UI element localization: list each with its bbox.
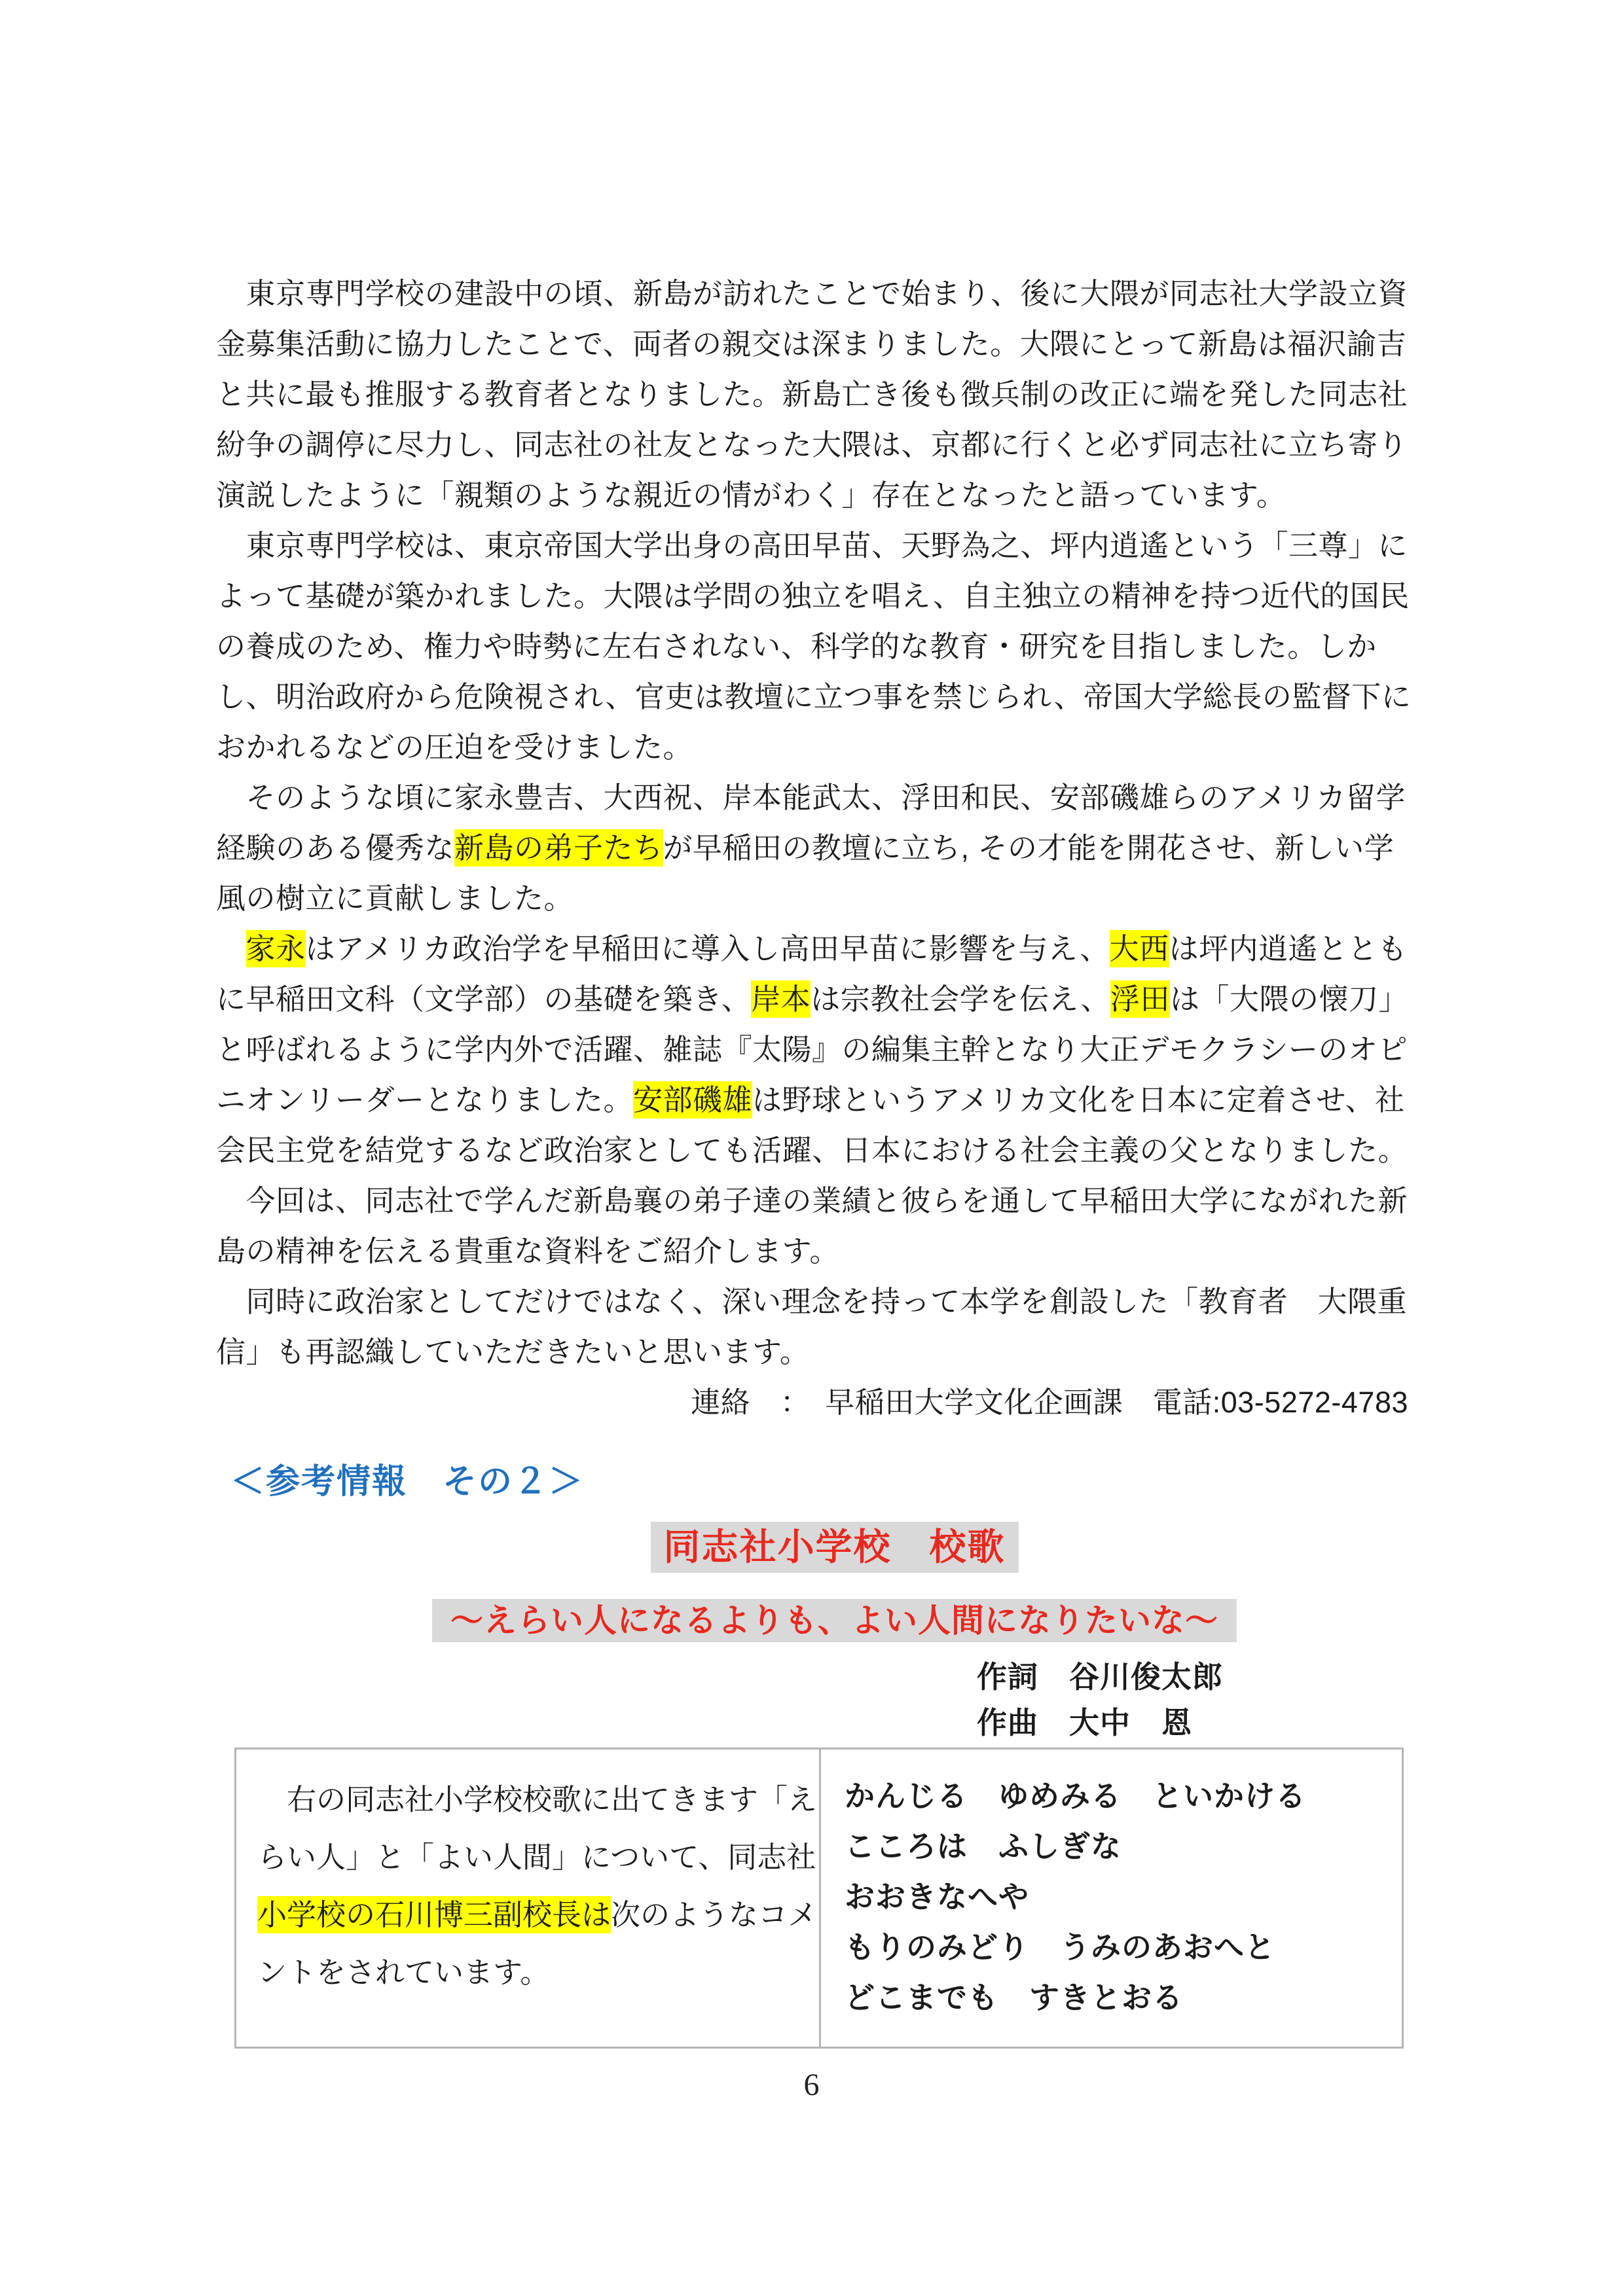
paragraph-3 <box>216 772 1408 924</box>
section-heading-reference-2: ＜参考情報 その２＞ <box>230 1463 585 1501</box>
body-line: 演説したように「親類のような親近の情がわく」存在となったと語っています。 <box>216 478 1286 512</box>
body-line: 会民主党を結党するなど政治家としても活躍、日本における社会主義の父となりました。 <box>216 1134 1408 1167</box>
body-line: 紛争の調停に尽力し、同志社の社友となった大隈は、京都に行くと必ず同志社に立ち寄り <box>216 428 1408 461</box>
text-segment <box>216 932 246 965</box>
body-line: よって基礎が築かれました。大隈は学問の独立を唱え、自主独立の精神を持つ近代的国民 <box>216 579 1410 613</box>
comment-line: 右の同志社小学校校歌に出てきます「え <box>257 1783 818 1816</box>
text-segment: に早稲田文科（文学部）の基礎を築き、 <box>216 982 752 1016</box>
comment-line <box>257 1886 818 1944</box>
body-line: そのような頃に家永豊吉、大西祝、岸本能武太、浮田和民、安部磯雄らのアメリカ留学 <box>216 781 1406 814</box>
paragraph-5 <box>216 1175 1408 1276</box>
body-line <box>216 1075 1408 1125</box>
text-segment: は坪内逍遙ととも <box>1169 932 1408 965</box>
credit-composer: 作曲 大中 恩 <box>977 1706 1192 1740</box>
body-line: 今回は、同志社で学んだ新島襄の弟子達の業績と彼らを通して早稲田大学にながれた新 <box>216 1184 1408 1217</box>
body-line <box>216 974 1408 1024</box>
credit-lyricist: 作詞 谷川俊太郎 <box>977 1660 1223 1694</box>
body-line: と呼ばれるように学内外で活躍、雑誌『太陽』の編集主幹となり大正デモクラシーのオピ <box>216 1033 1408 1066</box>
text-segment: 経験のある優秀な <box>216 831 455 865</box>
body-line: おかれるなどの圧迫を受けました。 <box>216 730 693 764</box>
body-line: と共に最も推服する教育者となりました。新島亡き後も徴兵制の改正に端を発した同志社 <box>216 378 1408 411</box>
contact-line: 連絡 ： 早稲田大学文化企画課 電話:03-5272-4783 <box>691 1386 1408 1419</box>
body-line: 金募集活動に協力したことで、両者の親交は深まりました。大隈にとって新島は福沢諭吉 <box>216 327 1407 361</box>
song-title-row <box>216 1522 1408 1573</box>
highlight-kishimoto: 岸本 <box>751 980 811 1018</box>
body-line: 信」も再認織していただきたいと思います。 <box>216 1335 810 1369</box>
text-segment: は「大隈の懐刀」 <box>1169 982 1408 1016</box>
lyrics-line: かんじる ゆめみる といかける <box>845 1779 1306 1813</box>
text-segment: ニオンリーダーとなりました。 <box>216 1083 634 1117</box>
highlight-abe-isoo: 安部磯雄 <box>633 1081 752 1119</box>
comment-line: ントをされています。 <box>257 1956 550 1989</box>
highlight-ienaga: 家永 <box>246 930 306 967</box>
song-subtitle-row <box>216 1599 1408 1642</box>
body-line: し、明治政府から危険視され、官吏は教壇に立つ事を禁じられ、帝国大学総長の監督下に <box>216 680 1412 713</box>
highlight-onishi: 大西 <box>1110 930 1169 967</box>
lyrics-line: おおきなへや <box>845 1880 1029 1914</box>
body-line: 東京専門学校の建設中の頃、新島が訪れたことで始まり、後に大隈が同志社大学設立資 <box>216 277 1408 310</box>
paragraph-4 <box>216 924 1408 1175</box>
text-segment: が早稲田の教壇に立ち, その才能を開花させ、新しい学 <box>663 831 1395 865</box>
song-title: 同志社小学校 校歌 <box>651 1522 1019 1573</box>
page-number: 6 <box>803 2068 820 2102</box>
text-segment: 次のようなコメ <box>611 1898 818 1931</box>
comment-cell <box>236 1749 821 2047</box>
comment-line: らい人」と「よい人間」について、同志社 <box>257 1840 816 1874</box>
page-content <box>216 268 1412 2049</box>
paragraph-1 <box>216 268 1408 520</box>
lyrics-line: もりのみどり うみのあおへと <box>845 1930 1275 1964</box>
song-subtitle: ～えらい人になるよりも、よい人間になりたいな～ <box>432 1599 1237 1642</box>
lyrics-line: どこまでも すきとおる <box>845 1981 1183 2015</box>
body-line: 風の樹立に貢献しました。 <box>216 882 574 915</box>
school-song-table <box>234 1748 1404 2049</box>
lyrics-cell <box>821 1749 1402 2047</box>
body-line: 同時に政治家としてだけではなく、深い理念を持って本学を創設した「教育者 大隈重 <box>216 1285 1408 1318</box>
highlight-vice-principal: 小学校の石川博三副校長は <box>257 1896 611 1933</box>
body-line <box>216 823 1408 873</box>
text-segment: は野球というアメリカ文化を日本に定着させ、社 <box>752 1083 1405 1117</box>
lyrics-line: こころは ふしぎな <box>845 1829 1122 1863</box>
highlight-ukita: 浮田 <box>1110 980 1170 1018</box>
body-line <box>216 924 1408 974</box>
body-line: 東京専門学校は、東京帝国大学出身の高田早苗、天野為之、坪内逍遙という「三尊」に <box>216 529 1408 562</box>
body-line: 島の精神を伝える貴重な資料をご紹介します。 <box>216 1234 839 1268</box>
paragraph-6 <box>216 1276 1408 1377</box>
text-segment: は宗教社会学を伝え、 <box>811 982 1110 1016</box>
highlight-niijima-disciples: 新島の弟子たち <box>454 829 663 867</box>
credits-block <box>977 1654 1408 1746</box>
text-segment: はアメリカ政治学を早稲田に導入し高田早苗に影響を与え、 <box>305 932 1110 965</box>
paragraph-2 <box>216 520 1412 772</box>
body-line: の養成のため、権力や時勢に左右されない、科学的な教育・研究を目指しました。しか <box>216 630 1377 663</box>
